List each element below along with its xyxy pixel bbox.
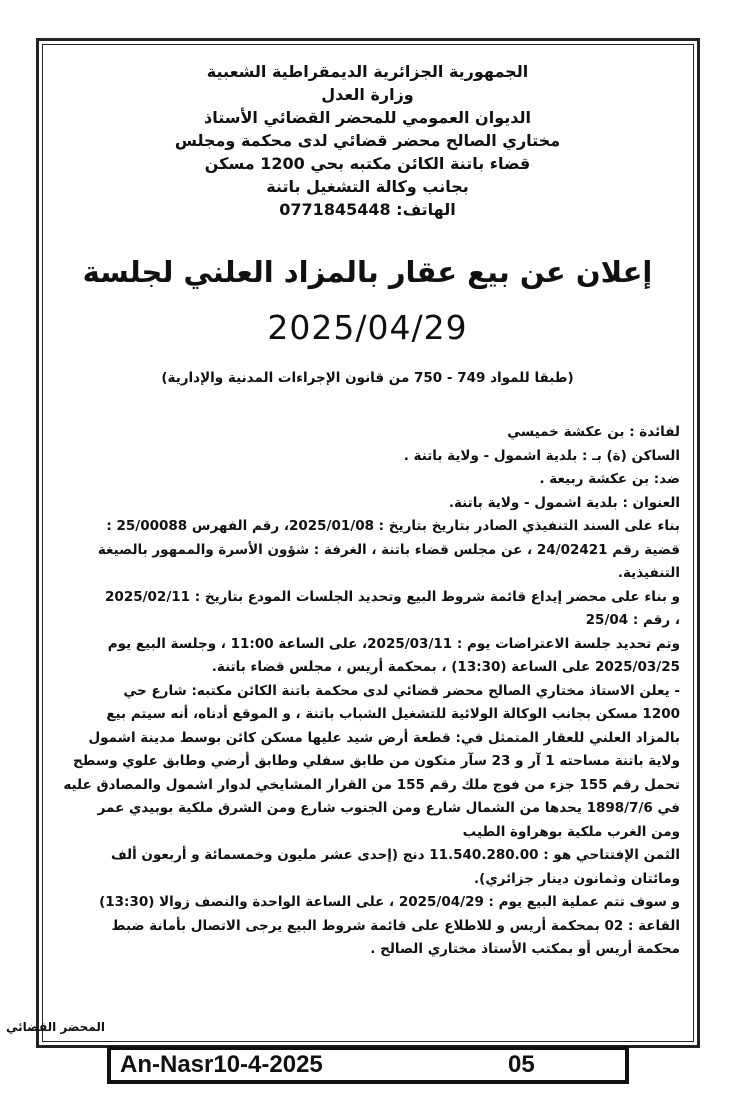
letterhead-line: قضاء باتنة الكائن مكتبه بحي 1200 مسكن [204,154,531,173]
page-number: 05 [508,1051,535,1078]
letterhead [60,60,675,221]
body-line: قضية رقم 24/02421 ، عن مجلس قضاء باتنة ، الغرفة : شؤون الأسرة والممهور بالصيغة [97,541,680,558]
body-line: - يعلن الاستاذ مختاري الصالح محضر قضائي لدى محكمة باتنة الكائن مكتبه: شارع حي [123,682,680,699]
body-line: تحمل رقم 155 جزء من فوج ملك رقم 155 من القرار المشايخي لدوار اشمول والمصادق عليه [63,776,680,793]
body-line: وتم تحديد جلسة الاعتراضات يوم : 2025/03/11، على الساعة 11:00 ، وجلسة البيع يوم [107,635,680,652]
publication-label: An-Nasr10-4-2025 [120,1051,323,1078]
body-line: لفائدة : بن عكشة خميسي [507,424,680,440]
body-line: بالمزاد العلني للعقار المتمثل في: قطعة أرض شيد عليها مسكن كائن بوسط مدينة اشمول [88,729,680,746]
body-line: ضد: بن عكشة ربيعة . [539,471,680,487]
body-line: العنوان : بلدية اشمول - ولاية باتنة. [448,494,680,511]
signature-label: المحضر القضائي [5,1020,105,1034]
letterhead-line: بجانب وكالة التشغيل باتنة [266,177,469,196]
notice-title: إعلان عن بيع عقار بالمزاد العلني لجلسة [82,255,653,289]
letterhead-line: الديوان العمومي للمحضر القضائي الأستاذ [204,108,531,127]
body-line: 1200 مسكن بجانب الوكالة الولائية للتشغيل الشباب باتنة ، و الموقع أدناه، أنه سيتم بيع [106,706,680,722]
body-line: التنفيذية. [617,565,680,581]
letterhead-phone: الهاتف: 0771845448 [279,200,456,219]
body-line: و بناء على محضر إيداع قائمة شروط البيع وتحديد الجلسات المودع بتاريخ : 2025/02/11 [105,588,680,605]
body-line: 2025/03/25 على الساعة (13:30) ، بمحكمة أريس ، مجلس قضاء باتنة. [211,659,680,675]
notice-body [52,421,680,962]
legal-reference: (طبقا للمواد 749 - 750 من قانون الإجراءات المدنية والإدارية) [161,370,574,386]
letterhead-line: مختاري الصالح محضر قضائي لدى محكمة ومجلس [174,131,561,150]
body-line: محكمة أريس أو بمكتب الأستاذ مختاري الصالح . [370,941,680,957]
body-line: القاعة : 02 بمحكمة أريس و للاطلاع على قائمة شروط البيع يرجى الاتصال بأمانة ضبط [111,917,680,934]
letterhead-line: الجمهورية الجزائرية الديمقراطية الشعبية [206,62,529,81]
letterhead-line: وزارة العدل [321,85,414,104]
body-line: بناء على السند التنفيذي الصادر بتاريخ بتاريخ : 2025/01/08، رقم الفهرس 25/00088 : [106,518,680,534]
body-line: في 1898/7/6 يحدها من الشمال شارع ومن الجنوب شارع ومن الشرق ملكية بوبيدي عمر [97,800,680,816]
body-line: ومن الغرب ملكية بوهراوة الطيب [462,823,680,840]
body-line: و سوف تتم عملية البيع يوم : 2025/04/29 ، على الساعة الواحدة والنصف زوالا (13:30) [99,894,680,910]
body-line: الثمن الإفتتاحي هو : 11.540.280.00 دنج (إحدى عشر مليون وخمسمائة و أربعون ألف [110,847,680,863]
auction-date: 2025/04/29 [267,308,468,347]
body-line: ولاية باتنة مساحته 1 آر و 23 سآر متكون من طابق سفلي وطابق أرضي وطابق علوي وسطح [73,753,680,769]
body-line: الساكن (ة) بـ : بلدية اشمول - ولاية باتنة . [403,447,680,464]
body-line: ومائتان وثمانون دينار جزائري). [474,870,680,887]
body-line: ، رقم : 25/04 [585,612,680,628]
